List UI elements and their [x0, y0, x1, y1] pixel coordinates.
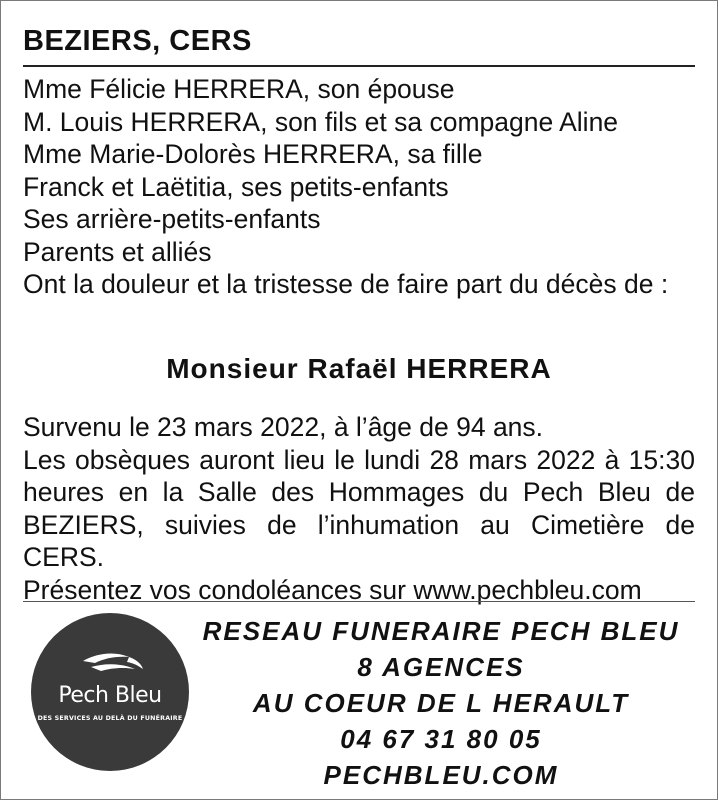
family-member: Franck et Laëtitia, ses petits-enfants	[23, 171, 449, 202]
family-list	[23, 73, 695, 268]
family-member: Mme Félicie HERRERA, son épouse	[23, 74, 455, 104]
logo-tagline: DES SERVICES AU DELÀ DU FUNÉRAIRE	[37, 715, 183, 722]
footer-divider	[23, 601, 695, 602]
network-phone: 04 67 31 80 05	[340, 724, 542, 754]
details-line: Les obsèques auront lieu le lundi 28 mars 2022 à 15:30	[23, 444, 695, 475]
header-divider	[23, 65, 695, 67]
pech-bleu-logo	[31, 613, 189, 771]
announcement-text: Ont la douleur et la tristesse de faire part du décès de :	[23, 269, 669, 299]
family-member: Parents et alliés	[23, 236, 212, 267]
funeral-network-info	[191, 613, 691, 793]
network-website: PECHBLEU.COM	[323, 760, 559, 790]
notice-location: BEZIERS, CERS	[23, 25, 252, 57]
network-name: RESEAU FUNERAIRE PECH BLEU	[202, 616, 680, 646]
family-member: Ses arrière-petits-enfants	[23, 204, 321, 234]
details-line: Survenu le 23 mars 2022, à l’âge de 94 ans.	[23, 412, 544, 442]
details-line: BEZIERS, suivies de l’inhumation au Cimetière de CERS.	[23, 509, 695, 572]
logo-name: Pech Bleu	[58, 683, 162, 708]
family-member: Mme Marie-Dolorès HERRERA, sa fille	[23, 139, 483, 169]
details-line: Présentez vos condoléances sur www.pechbleu.com	[23, 574, 642, 605]
family-member: M. Louis HERRERA, son fils et sa compagne Aline	[23, 106, 619, 137]
details-line: heures en la Salle des Hommages du Pech Bleu de	[23, 477, 695, 507]
deceased-name: Monsieur Rafaël HERRERA	[166, 353, 552, 384]
network-agencies: 8 AGENCES	[357, 652, 525, 682]
funeral-details	[23, 411, 695, 606]
network-region: AU COEUR DE L HERAULT	[252, 688, 630, 718]
